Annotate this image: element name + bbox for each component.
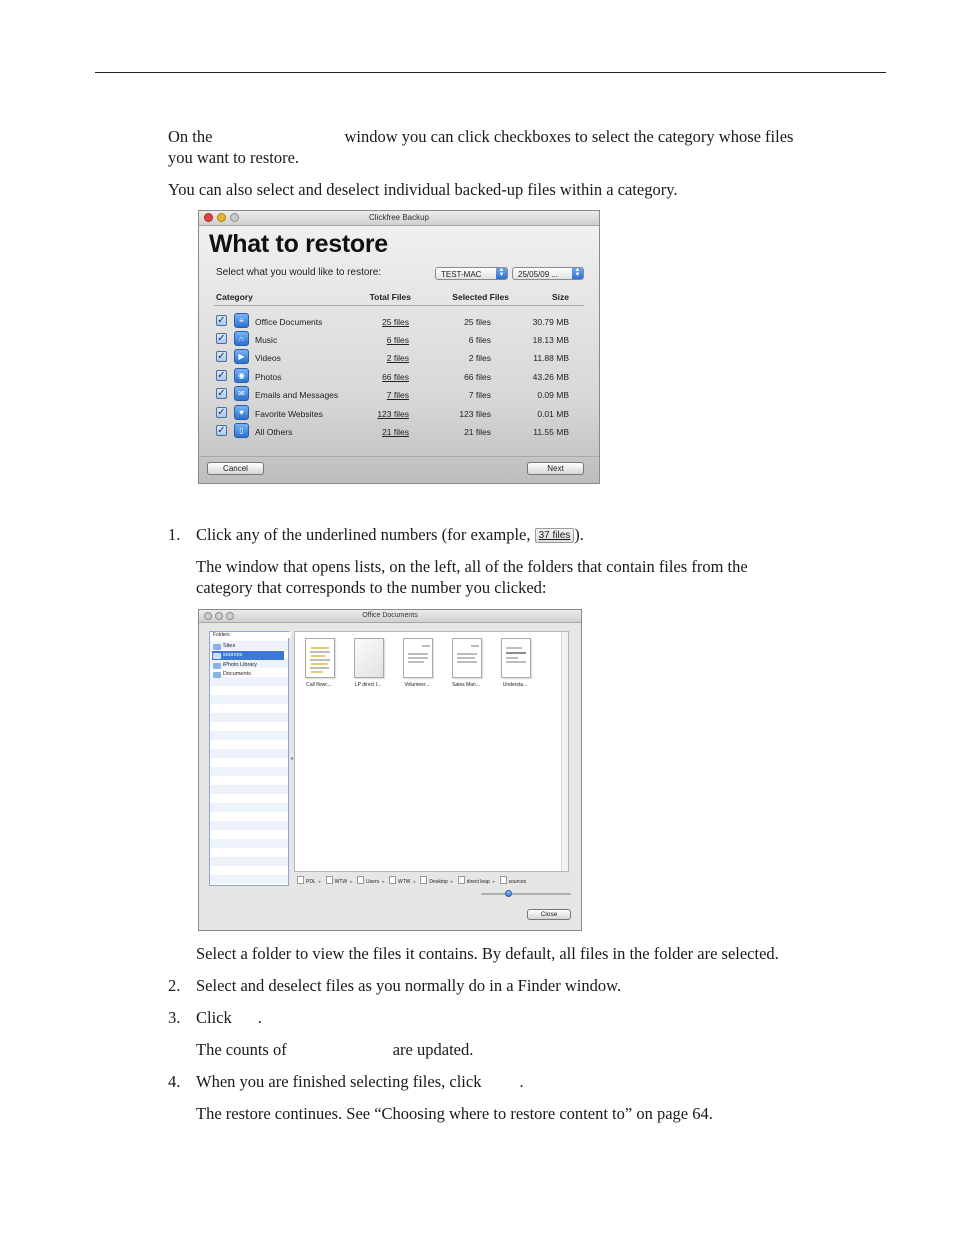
category-checkbox[interactable]: ✓ <box>217 351 226 362</box>
path-label: Users <box>366 879 380 885</box>
folder-label: sources <box>223 652 243 658</box>
table-row <box>199 315 599 333</box>
path-bar <box>297 876 529 886</box>
path-separator-icon: ▸ <box>450 879 454 885</box>
folder-icon <box>297 876 304 884</box>
folder-icon <box>213 663 221 669</box>
file-name: Understa... <box>502 682 528 688</box>
close-button[interactable]: Close <box>527 909 571 920</box>
category-checkbox[interactable]: ✓ <box>217 407 226 418</box>
document-icon: ≡ <box>234 313 249 328</box>
folder-icon <box>458 876 465 884</box>
column-header-total: Total Files <box>369 292 411 302</box>
path-segment[interactable] <box>389 876 411 886</box>
folder-label: Documents <box>223 671 251 677</box>
total-files-link[interactable]: 6 files <box>386 335 409 345</box>
total-files-link[interactable]: 123 files <box>377 409 409 419</box>
path-label: sources <box>508 879 527 885</box>
category-name: Office Documents <box>255 317 323 327</box>
header-rule <box>95 72 886 73</box>
camera-icon: ◉ <box>234 368 249 383</box>
folder-label: Sites <box>223 643 236 649</box>
category-name: Videos <box>255 353 281 363</box>
path-segment[interactable] <box>297 876 316 886</box>
what-to-restore-window <box>198 210 600 484</box>
footer-divider <box>199 456 599 457</box>
blank-file-icon <box>354 638 384 678</box>
path-segment[interactable] <box>458 876 490 886</box>
table-row <box>199 333 599 351</box>
category-checkbox[interactable]: ✓ <box>217 425 226 436</box>
path-separator-icon: ▸ <box>350 879 353 885</box>
step-1-end: ). <box>574 525 584 544</box>
splitter-handle[interactable]: ▸ <box>291 756 295 762</box>
close-window-icon[interactable] <box>204 612 212 620</box>
folder-icon <box>500 876 507 884</box>
icon-size-slider[interactable] <box>481 893 571 895</box>
category-size: 11.55 MB <box>533 427 569 437</box>
computer-select-value: TEST-MAC <box>441 270 482 279</box>
file-name: LP direct l... <box>354 682 382 688</box>
folder-hint: Select a folder to view the files it contains. By default, all files in the folder are selected. <box>196 944 779 963</box>
step-1-desc-line2: category that corresponds to the number you clicked: <box>196 578 547 597</box>
step-3-result <box>196 1039 473 1060</box>
total-files-link[interactable]: 21 files <box>382 427 409 437</box>
step-4-instruction: When you are finished selecting files, click <box>196 1072 482 1091</box>
selected-files: 7 files <box>468 390 491 400</box>
step-4-end: . <box>519 1072 524 1091</box>
file-browser-pane <box>294 631 569 872</box>
path-segment[interactable] <box>326 876 348 886</box>
file-thumbnail[interactable] <box>348 638 388 693</box>
folder-label: iPhoto Library <box>223 662 257 668</box>
slider-knob[interactable] <box>505 890 512 897</box>
document-icon <box>501 638 531 678</box>
step-1-text <box>196 524 584 545</box>
selected-files: 6 files <box>468 335 491 345</box>
minimize-window-icon[interactable] <box>217 213 226 222</box>
category-size: 0.01 MB <box>537 409 569 419</box>
table-row <box>199 407 599 425</box>
path-separator-icon: ▸ <box>318 879 322 885</box>
pane-scrollbar[interactable] <box>561 632 568 871</box>
zoom-window-icon[interactable] <box>226 612 234 620</box>
headphones-icon: ∩ <box>234 331 249 346</box>
intro-text-start: On the <box>168 127 213 146</box>
folder-icon <box>420 876 427 884</box>
step-number: 4. <box>168 1072 181 1091</box>
category-size: 0.09 MB <box>537 390 569 400</box>
step-4-text <box>196 1071 524 1092</box>
path-segment[interactable] <box>357 876 379 886</box>
table-row <box>199 388 599 406</box>
selected-files: 66 files <box>464 372 491 382</box>
file-thumbnail[interactable] <box>397 638 437 693</box>
path-label: PDL <box>306 879 316 885</box>
restore-prompt: Select what you would like to restore: <box>216 267 382 278</box>
selected-files: 2 files <box>468 353 491 363</box>
chevron-updown-icon: ▲ ▼ <box>572 268 583 279</box>
step-number: 3. <box>168 1008 181 1027</box>
path-label: Desktop <box>429 879 448 885</box>
table-row <box>199 351 599 369</box>
table-row <box>199 425 599 443</box>
example-files-link: 37 files <box>535 528 575 543</box>
step-2-text: Select and deselect files as you normally do in a Finder window. <box>196 976 622 995</box>
folder-icon <box>389 876 396 884</box>
page-title: What to restore <box>209 230 388 258</box>
folder-icon <box>326 876 333 884</box>
category-name: Photos <box>255 372 282 382</box>
path-label: direct leap <box>466 879 490 885</box>
file-thumbnail[interactable] <box>495 638 535 693</box>
category-name: Music <box>255 335 278 345</box>
path-separator-icon: ▸ <box>413 879 417 885</box>
selected-files: 123 files <box>459 409 491 419</box>
folder-icon <box>357 876 364 884</box>
file-thumbnail[interactable] <box>299 638 339 693</box>
column-header-size: Size <box>551 292 569 302</box>
intro-paragraph-2: You can also select and deselect individual backed-up files within a category. <box>168 180 678 199</box>
category-checkbox[interactable]: ✓ <box>217 370 226 381</box>
intro-paragraph <box>168 126 868 168</box>
file-name: Volunteer... <box>404 682 430 688</box>
document-icon <box>305 638 335 678</box>
category-size: 43.26 MB <box>532 372 569 382</box>
total-files-link[interactable]: 7 files <box>386 390 409 400</box>
total-files-link[interactable]: 25 files <box>382 317 409 327</box>
intro-text-line2: you want to restore. <box>168 148 300 167</box>
video-camera-icon: ▶ <box>234 349 249 364</box>
folder-item-sites[interactable] <box>212 642 284 651</box>
close-window-icon[interactable] <box>204 213 213 222</box>
total-files-link[interactable]: 2 files <box>386 353 409 363</box>
zoom-window-icon[interactable] <box>230 213 239 222</box>
folder-icon <box>213 644 221 650</box>
category-name: All Others <box>255 427 293 437</box>
path-segment[interactable] <box>500 876 527 886</box>
selected-files: 21 files <box>464 427 491 437</box>
step-1-description <box>196 556 876 598</box>
category-checkbox[interactable]: ✓ <box>217 388 226 399</box>
folder-item-iphoto-library[interactable] <box>212 661 284 670</box>
office-documents-window <box>198 609 582 931</box>
file-icon: ▯ <box>234 423 249 438</box>
minimize-window-icon[interactable] <box>215 612 223 620</box>
step-3-instruction: Click <box>196 1008 232 1027</box>
chevron-updown-icon: ▲ ▼ <box>496 268 507 279</box>
date-select-value: 25/05/09 ... <box>518 270 559 279</box>
total-files-link[interactable]: 66 files <box>382 372 409 382</box>
path-separator-icon: ▸ <box>382 879 385 885</box>
path-separator-icon: ▸ <box>492 879 496 885</box>
column-header-selected: Selected Files <box>452 292 509 302</box>
category-name: Favorite Websites <box>255 409 323 419</box>
step-4-result: The restore continues. See “Choosing where to restore content to” on page 64. <box>196 1104 713 1123</box>
next-button[interactable]: Next <box>527 462 584 475</box>
window-title: Office Documents <box>362 612 418 619</box>
step-1-instruction: Click any of the underlined numbers (for example, <box>196 525 531 544</box>
window-title: Clickfree Backup <box>368 213 430 222</box>
folder-item-sources[interactable] <box>212 651 284 660</box>
path-label: WTW <box>398 879 411 885</box>
selected-files: 25 files <box>464 317 491 327</box>
step-3-result-end: are updated. <box>392 1040 474 1059</box>
path-segment[interactable] <box>420 876 447 886</box>
category-checkbox[interactable]: ✓ <box>217 333 226 344</box>
folder-icon <box>213 672 221 678</box>
category-size: 18.13 MB <box>532 335 569 345</box>
file-thumbnail[interactable] <box>446 638 486 693</box>
folder-sidebar <box>209 631 289 886</box>
heart-icon: ♥ <box>234 405 249 420</box>
step-number: 2. <box>168 976 181 995</box>
column-header-category: Category <box>216 292 253 302</box>
category-checkbox[interactable]: ✓ <box>217 315 226 326</box>
step-3-end: . <box>257 1008 262 1027</box>
envelope-icon: ✉ <box>234 386 249 401</box>
computer-select[interactable] <box>435 267 508 280</box>
step-number: 1. <box>168 525 181 544</box>
header-divider <box>214 305 584 306</box>
folder-item-documents[interactable] <box>212 670 284 679</box>
window-titlebar <box>199 211 599 226</box>
date-select[interactable] <box>512 267 584 280</box>
step-3-result-start: The counts of <box>196 1040 287 1059</box>
folders-header: Folders <box>210 632 291 638</box>
document-icon <box>403 638 433 678</box>
category-size: 30.79 MB <box>532 317 569 327</box>
step-3-text <box>196 1007 262 1028</box>
category-size: 11.88 MB <box>533 353 569 363</box>
step-1-desc-line1: The window that opens lists, on the left, all of the folders that contain files from the <box>196 557 748 576</box>
path-label: WTW <box>334 879 348 885</box>
intro-text-end: window you can click checkboxes to select the category whose files <box>344 127 794 146</box>
file-name: Sales Man... <box>452 682 480 688</box>
file-name: Call flowc... <box>306 682 332 688</box>
window-titlebar <box>199 610 581 623</box>
category-name: Emails and Messages <box>255 390 339 400</box>
document-icon <box>452 638 482 678</box>
cancel-button[interactable]: Cancel <box>207 462 264 475</box>
table-row <box>199 370 599 388</box>
folder-icon <box>213 653 221 659</box>
